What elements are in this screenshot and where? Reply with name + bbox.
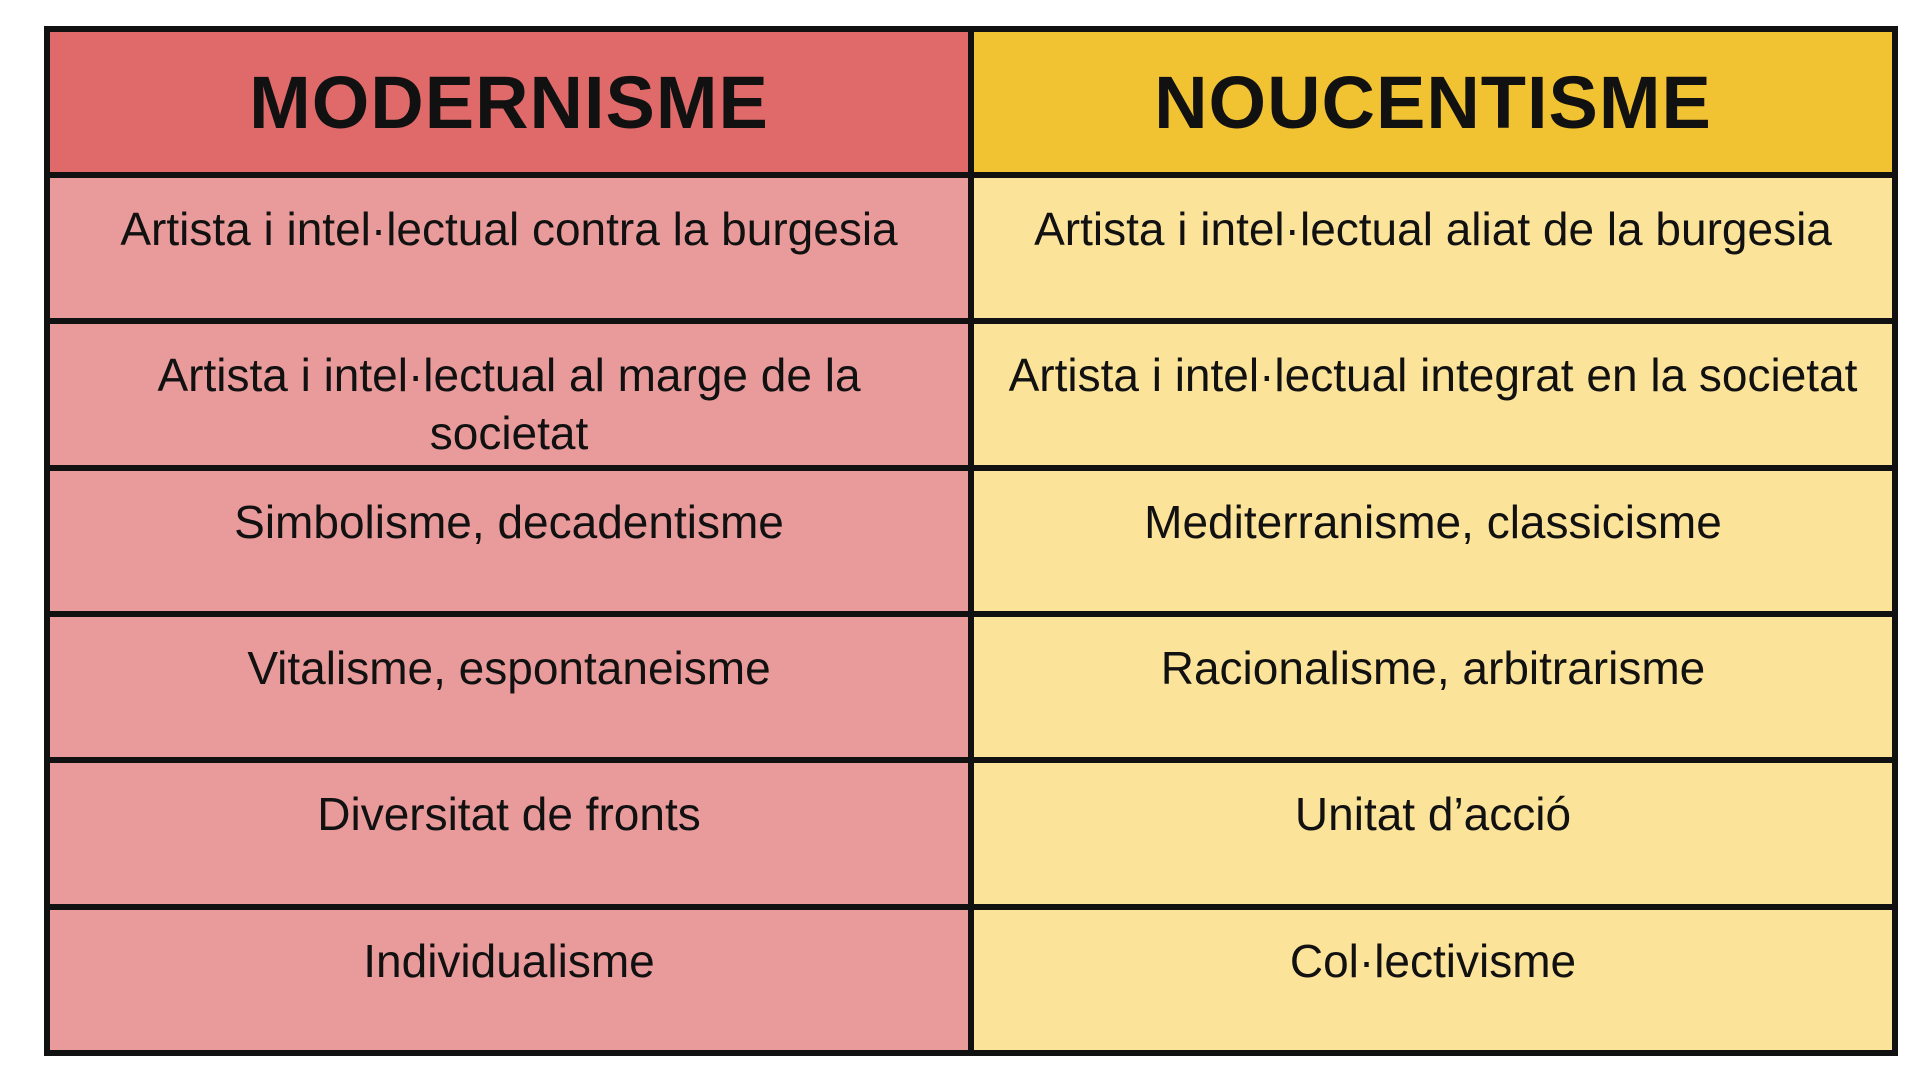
cell-noucentisme-2: Artista i intel·lectual integrat en la societat	[974, 324, 1892, 464]
cell-modernisme-2: Artista i intel·lectual al marge de la societat	[50, 324, 968, 464]
cell-modernisme-4: Vitalisme, espontaneisme	[50, 617, 968, 757]
cell-modernisme-5: Diversitat de fronts	[50, 763, 968, 903]
cell-noucentisme-6: Col·lectivisme	[974, 910, 1892, 1050]
header-modernisme: MODERNISME	[50, 32, 968, 172]
cell-modernisme-1: Artista i intel·lectual contra la burgesia	[50, 178, 968, 318]
cell-noucentisme-5: Unitat d’acció	[974, 763, 1892, 903]
header-noucentisme: NOUCENTISME	[974, 32, 1892, 172]
cell-modernisme-6: Individualisme	[50, 910, 968, 1050]
comparison-table	[44, 26, 1898, 1056]
cell-noucentisme-1: Artista i intel·lectual aliat de la burgesia	[974, 178, 1892, 318]
cell-noucentisme-3: Mediterranisme, classicisme	[974, 471, 1892, 611]
cell-noucentisme-4: Racionalisme, arbitrarisme	[974, 617, 1892, 757]
cell-modernisme-3: Simbolisme, decadentisme	[50, 471, 968, 611]
